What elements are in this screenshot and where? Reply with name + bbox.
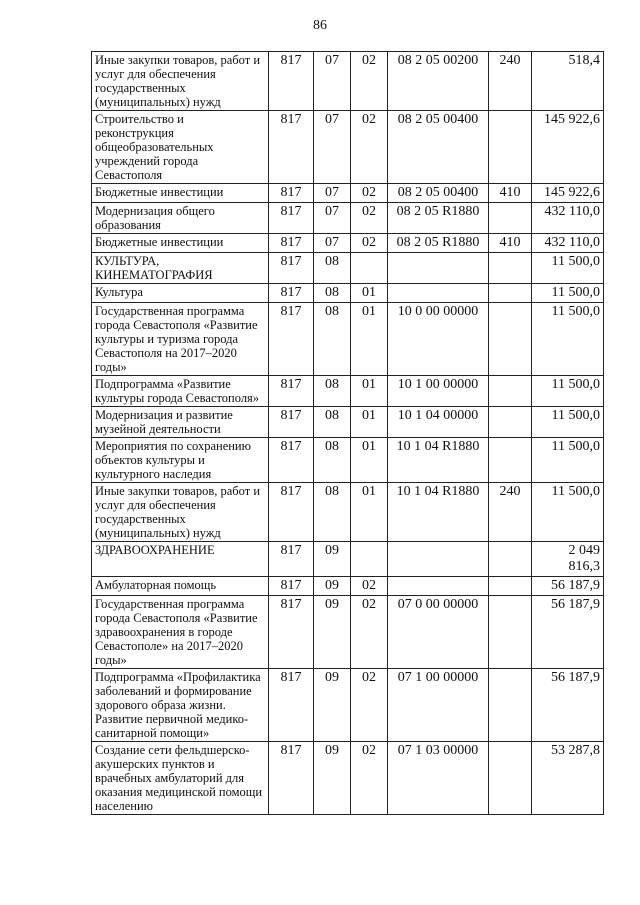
expense-type-code: 410 [489,184,532,203]
subsection-code: 02 [351,742,388,815]
expense-type-code: 240 [489,483,532,542]
row-name: Амбулаторная помощь [92,577,269,596]
target-article-code: 10 1 04 R1880 [388,438,489,483]
dept-code: 817 [269,284,314,303]
table-row [92,669,604,742]
expense-type-code [489,577,532,596]
expense-type-code [489,669,532,742]
table-row [92,376,604,407]
amount: 432 110,0 [532,234,604,253]
section-code: 07 [314,184,351,203]
table-row [92,184,604,203]
expense-type-code [489,284,532,303]
section-code: 09 [314,577,351,596]
table-row [92,52,604,111]
section-code: 08 [314,253,351,284]
subsection-code: 01 [351,407,388,438]
section-code: 08 [314,284,351,303]
target-article-code: 08 2 05 00200 [388,52,489,111]
row-name: Подпрограмма «Развитие культуры города Севастополя» [92,376,269,407]
dept-code: 817 [269,234,314,253]
table-row [92,438,604,483]
expense-type-code: 240 [489,52,532,111]
amount: 56 187,9 [532,577,604,596]
amount: 56 187,9 [532,669,604,742]
row-name: Бюджетные инвестиции [92,234,269,253]
table-row [92,577,604,596]
table-body [92,52,604,815]
amount: 2 049 816,3 [532,542,604,577]
expense-type-code [489,203,532,234]
section-code: 07 [314,203,351,234]
table-row [92,596,604,669]
dept-code: 817 [269,407,314,438]
target-article-code: 08 2 05 R1880 [388,234,489,253]
section-code: 07 [314,234,351,253]
expense-type-code [489,303,532,376]
expense-type-code: 410 [489,234,532,253]
dept-code: 817 [269,483,314,542]
row-name: Мероприятия по сохранению объектов культуры и культурного наследия [92,438,269,483]
row-name: Подпрограмма «Профилактика заболеваний и формирование здорового образа жизни. Развитие первичной медико-санитарной помощи» [92,669,269,742]
amount: 11 500,0 [532,284,604,303]
table-row [92,303,604,376]
section-code: 09 [314,742,351,815]
expense-type-code [489,542,532,577]
section-code: 08 [314,483,351,542]
section-code: 09 [314,596,351,669]
amount: 11 500,0 [532,253,604,284]
target-article-code: 07 1 00 00000 [388,669,489,742]
target-article-code: 08 2 05 00400 [388,111,489,184]
amount: 432 110,0 [532,203,604,234]
section-code: 09 [314,542,351,577]
expense-type-code [489,376,532,407]
row-name: Бюджетные инвестиции [92,184,269,203]
amount: 11 500,0 [532,376,604,407]
row-name: Государственная программа города Севастополя «Развитие культуры и туризма города Севастополя на 2017–2020 годы» [92,303,269,376]
target-article-code [388,577,489,596]
amount: 53 287,8 [532,742,604,815]
dept-code: 817 [269,438,314,483]
row-name: ЗДРАВООХРАНЕНИЕ [92,542,269,577]
amount: 11 500,0 [532,483,604,542]
section-code: 08 [314,438,351,483]
row-name: Строительство и реконструкция общеобразовательных учреждений города Севастополя [92,111,269,184]
section-code: 07 [314,111,351,184]
subsection-code: 01 [351,284,388,303]
subsection-code [351,253,388,284]
section-code: 08 [314,303,351,376]
dept-code: 817 [269,111,314,184]
subsection-code [351,542,388,577]
dept-code: 817 [269,596,314,669]
target-article-code: 08 2 05 00400 [388,184,489,203]
dept-code: 817 [269,203,314,234]
row-name: Иные закупки товаров, работ и услуг для обеспечения государственных (муниципальных) нужд [92,483,269,542]
expense-type-code [489,596,532,669]
table-row [92,483,604,542]
dept-code: 817 [269,376,314,407]
amount: 145 922,6 [532,184,604,203]
subsection-code: 01 [351,376,388,407]
subsection-code: 02 [351,203,388,234]
dept-code: 817 [269,542,314,577]
dept-code: 817 [269,742,314,815]
table-row [92,111,604,184]
table-row [92,234,604,253]
dept-code: 817 [269,577,314,596]
table-row [92,542,604,577]
table-row [92,284,604,303]
subsection-code: 01 [351,438,388,483]
subsection-code: 02 [351,111,388,184]
amount: 11 500,0 [532,407,604,438]
row-name: Иные закупки товаров, работ и услуг для обеспечения государственных (муниципальных) нужд [92,52,269,111]
target-article-code [388,284,489,303]
target-article-code [388,542,489,577]
amount: 11 500,0 [532,438,604,483]
subsection-code: 02 [351,52,388,111]
subsection-code: 02 [351,234,388,253]
subsection-code: 02 [351,577,388,596]
dept-code: 817 [269,184,314,203]
budget-table [91,51,604,815]
row-name: Государственная программа города Севастополя «Развитие здравоохранения в городе Севастополе» на 2017–2020 годы» [92,596,269,669]
amount: 11 500,0 [532,303,604,376]
row-name: КУЛЬТУРА, КИНЕМАТОГРАФИЯ [92,253,269,284]
section-code: 08 [314,376,351,407]
subsection-code: 01 [351,303,388,376]
target-article-code: 10 1 00 00000 [388,376,489,407]
target-article-code: 08 2 05 R1880 [388,203,489,234]
row-name: Модернизация общего образования [92,203,269,234]
amount: 56 187,9 [532,596,604,669]
dept-code: 817 [269,253,314,284]
row-name: Модернизация и развитие музейной деятельности [92,407,269,438]
expense-type-code [489,438,532,483]
target-article-code: 07 0 00 00000 [388,596,489,669]
target-article-code: 10 1 04 00000 [388,407,489,438]
subsection-code: 02 [351,596,388,669]
target-article-code [388,253,489,284]
section-code: 07 [314,52,351,111]
dept-code: 817 [269,669,314,742]
dept-code: 817 [269,303,314,376]
table-row [92,253,604,284]
amount: 145 922,6 [532,111,604,184]
expense-type-code [489,742,532,815]
expense-type-code [489,407,532,438]
table-row [92,203,604,234]
subsection-code: 02 [351,184,388,203]
subsection-code: 01 [351,483,388,542]
expense-type-code [489,253,532,284]
table-row [92,742,604,815]
target-article-code: 07 1 03 00000 [388,742,489,815]
row-name: Создание сети фельдшерско-акушерских пунктов и врачебных амбулаторий для оказания медицинской помощи населению [92,742,269,815]
table-row [92,407,604,438]
amount: 518,4 [532,52,604,111]
section-code: 08 [314,407,351,438]
row-name: Культура [92,284,269,303]
dept-code: 817 [269,52,314,111]
page-number: 86 [313,18,327,33]
target-article-code: 10 0 00 00000 [388,303,489,376]
target-article-code: 10 1 04 R1880 [388,483,489,542]
section-code: 09 [314,669,351,742]
subsection-code: 02 [351,669,388,742]
expense-type-code [489,111,532,184]
